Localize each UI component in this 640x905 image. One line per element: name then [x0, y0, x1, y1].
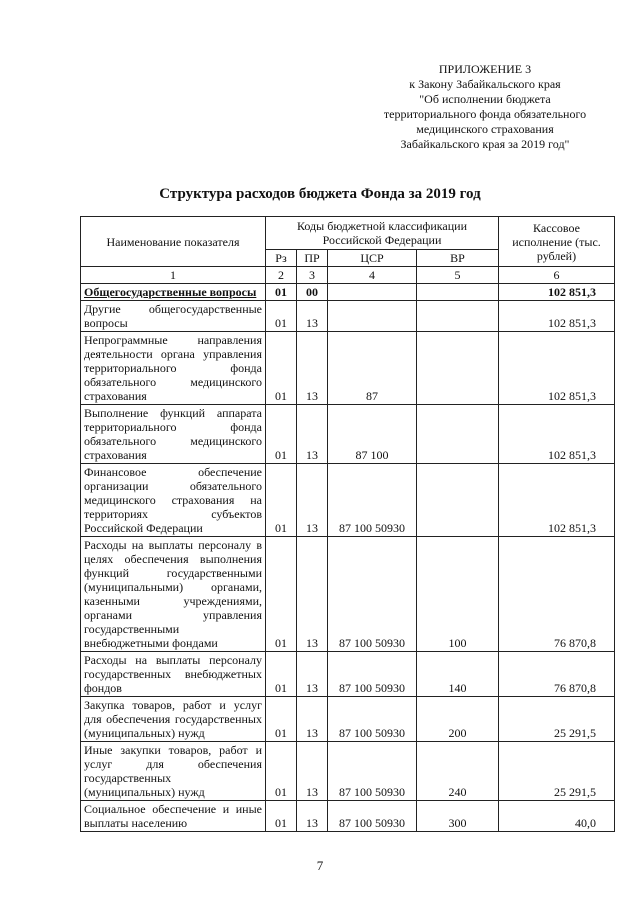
row-sum: 102 851,3	[499, 332, 615, 405]
column-number: 3	[297, 267, 328, 284]
header-codes-group: Коды бюджетной классификации Российской Федерации	[266, 217, 499, 250]
row-pr: 13	[297, 801, 328, 832]
header-pr: ПР	[297, 250, 328, 267]
expenses-table	[80, 216, 615, 832]
row-rz: 01	[266, 537, 297, 652]
row-rz: 01	[266, 742, 297, 801]
row-pr: 13	[297, 464, 328, 537]
row-pr: 00	[297, 284, 328, 301]
row-csr: 87 100 50930	[328, 537, 417, 652]
page-number: 7	[316, 858, 324, 873]
table-row	[81, 652, 615, 697]
row-csr: 87 100 50930	[328, 801, 417, 832]
column-number: 1	[81, 267, 266, 284]
row-pr: 13	[297, 405, 328, 464]
row-name: Расходы на выплаты персоналу в целях обеспечения выполнения функций государственными (муниципальными) органами, казенными учреждениями, органами управления государственными внебюджетными фондами	[81, 537, 266, 652]
row-csr	[328, 284, 417, 301]
header-vr: ВР	[417, 250, 499, 267]
row-name: Общегосударственные вопросы	[81, 284, 266, 301]
table-row	[81, 301, 615, 332]
appendix-line: медицинского страхования	[416, 122, 554, 136]
row-rz: 01	[266, 697, 297, 742]
row-rz: 01	[266, 652, 297, 697]
row-pr: 13	[297, 742, 328, 801]
table-row	[81, 464, 615, 537]
row-name: Расходы на выплаты персоналу государственных внебюджетных фондов	[81, 652, 266, 697]
row-rz: 01	[266, 284, 297, 301]
row-csr: 87 100	[328, 405, 417, 464]
row-vr: 300	[417, 801, 499, 832]
appendix-line: "Об исполнении бюджета	[419, 92, 551, 106]
column-number: 2	[266, 267, 297, 284]
appendix-header	[340, 62, 630, 152]
row-rz: 01	[266, 464, 297, 537]
row-pr: 13	[297, 537, 328, 652]
row-vr	[417, 301, 499, 332]
column-number: 4	[328, 267, 417, 284]
row-sum: 40,0	[499, 801, 615, 832]
row-name: Социальное обеспечение и иные выплаты населению	[81, 801, 266, 832]
row-sum: 76 870,8	[499, 652, 615, 697]
row-csr: 87 100 50930	[328, 697, 417, 742]
header-rz: Рз	[266, 250, 297, 267]
table-row	[81, 537, 615, 652]
appendix-line: территориального фонда обязательного	[383, 107, 587, 121]
row-pr: 13	[297, 652, 328, 697]
row-sum: 25 291,5	[499, 697, 615, 742]
document-title: Структура расходов бюджета Фонда за 2019 год	[159, 186, 481, 202]
row-name: Закупка товаров, работ и услуг для обеспечения государственных (муниципальных) нужд	[81, 697, 266, 742]
row-vr: 200	[417, 697, 499, 742]
row-csr	[328, 301, 417, 332]
row-pr: 13	[297, 301, 328, 332]
table-row	[81, 801, 615, 832]
row-csr: 87 100 50930	[328, 464, 417, 537]
table-row	[81, 284, 615, 301]
row-vr	[417, 405, 499, 464]
row-name: Непрограммные направления деятельности органа управления территориального фонда обязательного медицинского страхования	[81, 332, 266, 405]
row-vr	[417, 284, 499, 301]
row-name: Другие общегосударственные вопросы	[81, 301, 266, 332]
row-vr: 240	[417, 742, 499, 801]
row-sum: 25 291,5	[499, 742, 615, 801]
row-rz: 01	[266, 301, 297, 332]
table-row	[81, 742, 615, 801]
appendix-line: Забайкальского края за 2019 год"	[400, 137, 570, 151]
row-rz: 01	[266, 405, 297, 464]
table-row	[81, 405, 615, 464]
row-sum: 76 870,8	[499, 537, 615, 652]
row-pr: 13	[297, 697, 328, 742]
appendix-line: к Закону Забайкальского края	[409, 77, 561, 91]
header-csr: ЦСР	[328, 250, 417, 267]
row-vr	[417, 464, 499, 537]
table-row	[81, 697, 615, 742]
header-execution: Кассовое исполнение (тыс. рублей)	[499, 217, 615, 267]
row-sum: 102 851,3	[499, 284, 615, 301]
row-csr: 87 100 50930	[328, 652, 417, 697]
row-rz: 01	[266, 332, 297, 405]
row-name: Финансовое обеспечение организации обязательного медицинского страхования на территориях субъектов Российской Федерации	[81, 464, 266, 537]
row-sum: 102 851,3	[499, 301, 615, 332]
header-name: Наименование показателя	[81, 217, 266, 267]
table-row	[81, 332, 615, 405]
row-csr: 87 100 50930	[328, 742, 417, 801]
row-vr	[417, 332, 499, 405]
row-rz: 01	[266, 801, 297, 832]
column-number: 6	[499, 267, 615, 284]
row-pr: 13	[297, 332, 328, 405]
row-sum: 102 851,3	[499, 405, 615, 464]
row-vr: 140	[417, 652, 499, 697]
row-csr: 87	[328, 332, 417, 405]
column-number-row	[81, 267, 615, 284]
row-name: Иные закупки товаров, работ и услуг для обеспечения государственных (муниципальных) нужд	[81, 742, 266, 801]
row-sum: 102 851,3	[499, 464, 615, 537]
row-name: Выполнение функций аппарата территориального фонда обязательного медицинского страхования	[81, 405, 266, 464]
row-vr: 100	[417, 537, 499, 652]
column-number: 5	[417, 267, 499, 284]
appendix-line: ПРИЛОЖЕНИЕ 3	[438, 62, 532, 76]
